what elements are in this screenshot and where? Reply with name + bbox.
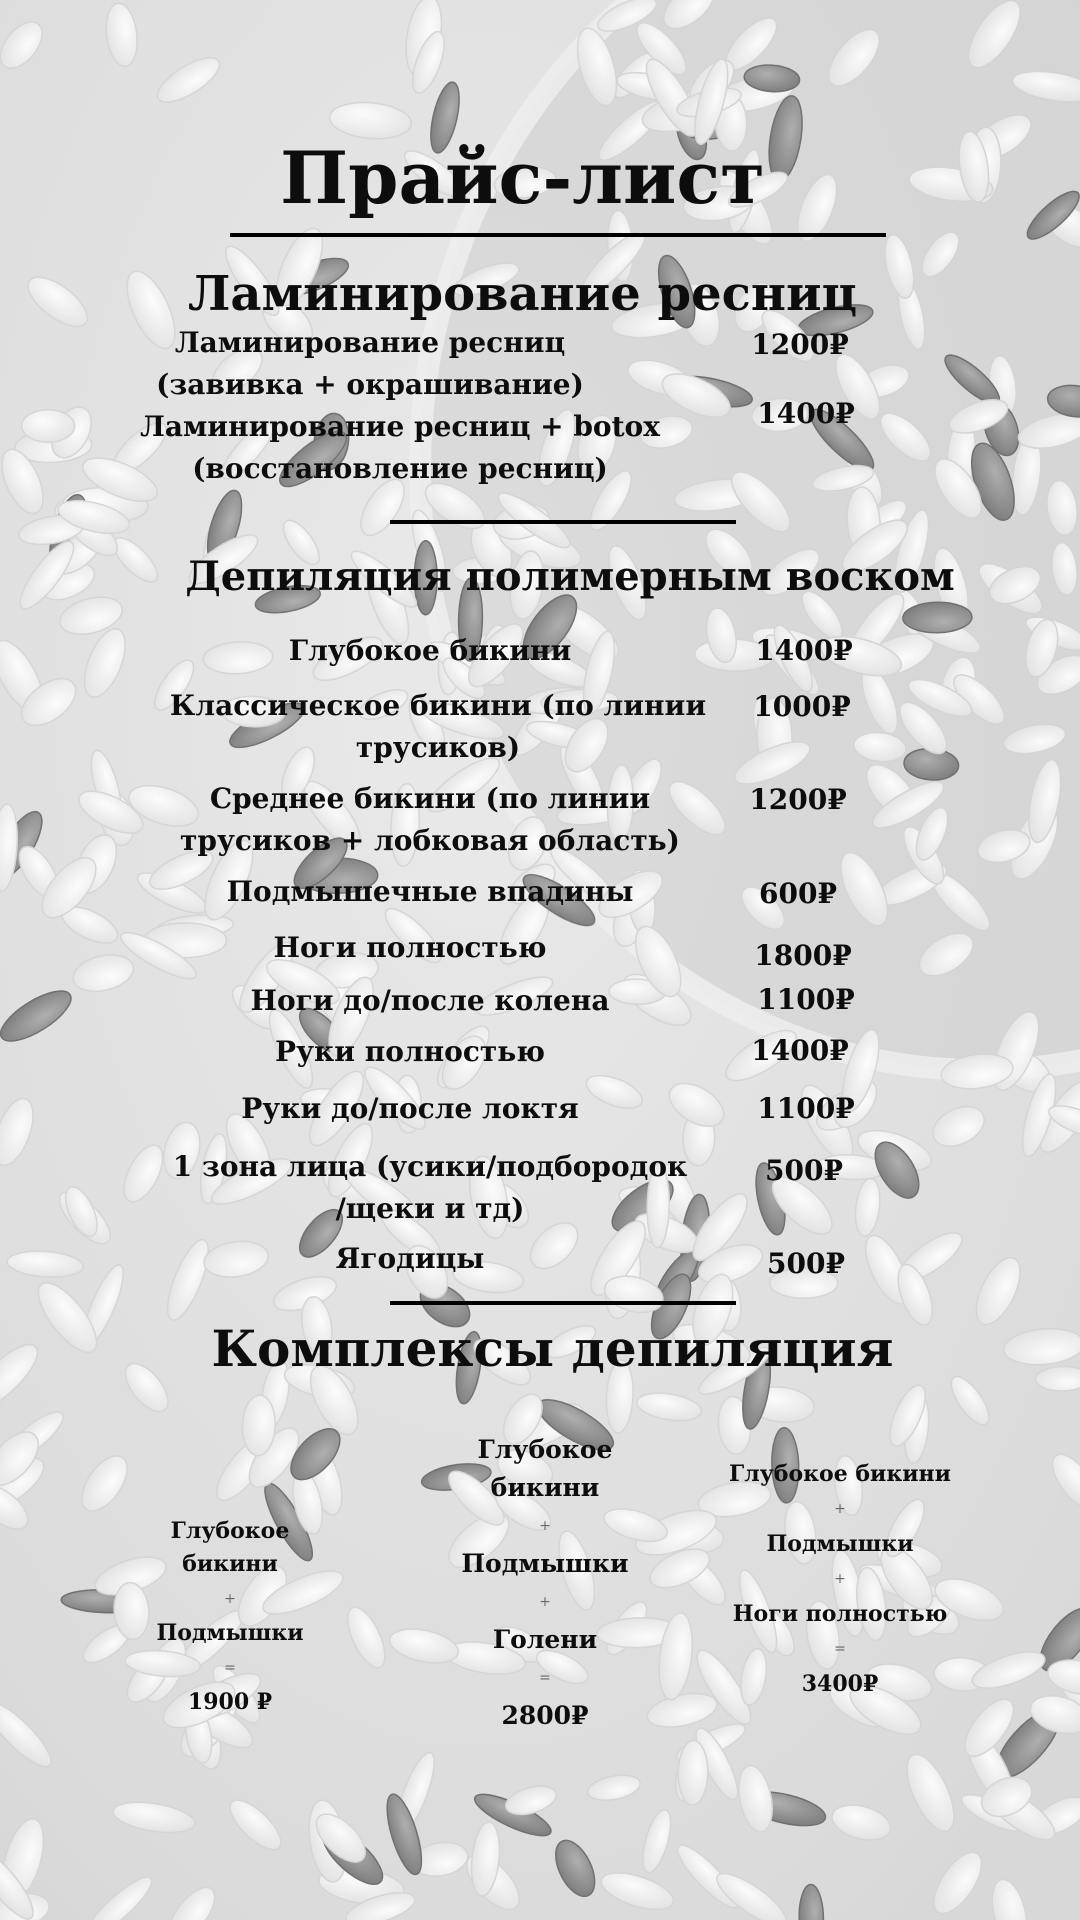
price-arms-elbow: 1100₽	[757, 1092, 855, 1125]
service-arms-full: Руки полностью	[275, 1035, 545, 1068]
complex-package-3	[700, 1457, 980, 1702]
service-lamination-1-line2: (завивка + окрашивание)	[156, 368, 584, 401]
price-legs-knee: 1100₽	[757, 983, 855, 1016]
package-3-part3: Ноги полностью	[732, 1601, 948, 1627]
package-2-plus-1: +	[539, 1518, 551, 1534]
package-1-plus: +	[224, 1591, 236, 1607]
package-2-plus-2: +	[539, 1594, 551, 1610]
service-lamination-2-line1: Ламинирование ресниц + botox	[140, 410, 660, 443]
page-title: Прайс-лист	[280, 135, 765, 220]
price-arms-full: 1400₽	[751, 1034, 849, 1067]
service-classic-bikini-line2: трусиков)	[355, 731, 521, 764]
section-heading-lamination: Ламинирование ресниц	[187, 266, 858, 322]
depilation-divider	[390, 1301, 736, 1305]
package-1-part1-line2: бикини	[182, 1551, 278, 1577]
package-2-part3: Голени	[492, 1625, 598, 1654]
package-3-price: 3400₽	[801, 1671, 879, 1697]
lamination-divider	[390, 520, 736, 524]
complex-package-1	[110, 1515, 350, 1719]
complex-package-2	[410, 1431, 680, 1735]
package-1-part2: Подмышки	[156, 1620, 304, 1646]
package-2-part1-line1: Глубокое	[477, 1435, 613, 1464]
service-classic-bikini-line1: Классическое бикини (по линии	[169, 689, 707, 722]
service-arms-elbow: Руки до/после локтя	[241, 1092, 579, 1125]
service-lamination-2-line2: (восстановление ресниц)	[192, 452, 608, 485]
price-legs-full: 1800₽	[754, 939, 852, 972]
package-1-price: 1900 ₽	[187, 1689, 273, 1715]
service-legs-full: Ноги полностью	[273, 931, 547, 964]
title-divider	[230, 233, 886, 237]
price-medium-bikini: 1200₽	[749, 783, 847, 816]
section-heading-complexes: Комплексы депиляция	[211, 1319, 894, 1378]
package-1-equals: =	[224, 1660, 236, 1676]
service-armpits: Подмышечные впадины	[226, 875, 634, 908]
service-face-zone-line2: /щеки и тд)	[335, 1192, 525, 1225]
package-3-plus-1: +	[834, 1501, 846, 1517]
service-face-zone-line1: 1 зона лица (усики/подбородок	[172, 1150, 688, 1183]
package-2-part2: Подмышки	[461, 1549, 629, 1578]
package-2-part1-line2: бикини	[490, 1473, 600, 1502]
package-3-plus-2: +	[834, 1571, 846, 1587]
section-heading-depilation: Депиляция полимерным воском	[185, 553, 955, 600]
service-lamination-1-line1: Ламинирование ресниц	[174, 326, 566, 359]
price-armpits: 600₽	[759, 877, 837, 910]
price-buttocks: 500₽	[767, 1247, 845, 1280]
package-1-part1-line1: Глубокое	[170, 1518, 290, 1544]
price-deep-bikini: 1400₽	[755, 634, 853, 667]
service-deep-bikini: Глубокое бикини	[288, 634, 572, 667]
package-2-equals: =	[539, 1670, 551, 1686]
service-medium-bikini-line1: Среднее бикини (по линии	[209, 782, 651, 815]
package-3-part2: Подмышки	[766, 1531, 914, 1557]
package-3-part1: Глубокое бикини	[729, 1461, 951, 1487]
price-classic-bikini: 1000₽	[753, 690, 851, 723]
price-lamination-2: 1400₽	[757, 397, 855, 430]
service-legs-knee: Ноги до/после колена	[250, 984, 610, 1017]
price-lamination-1: 1200₽	[751, 328, 849, 361]
service-buttocks: Ягодицы	[335, 1242, 485, 1275]
price-face-zone: 500₽	[765, 1154, 843, 1187]
package-2-price: 2800₽	[501, 1701, 589, 1730]
service-medium-bikini-line2: трусиков + лобковая область)	[180, 824, 680, 857]
package-3-equals: =	[834, 1641, 846, 1657]
